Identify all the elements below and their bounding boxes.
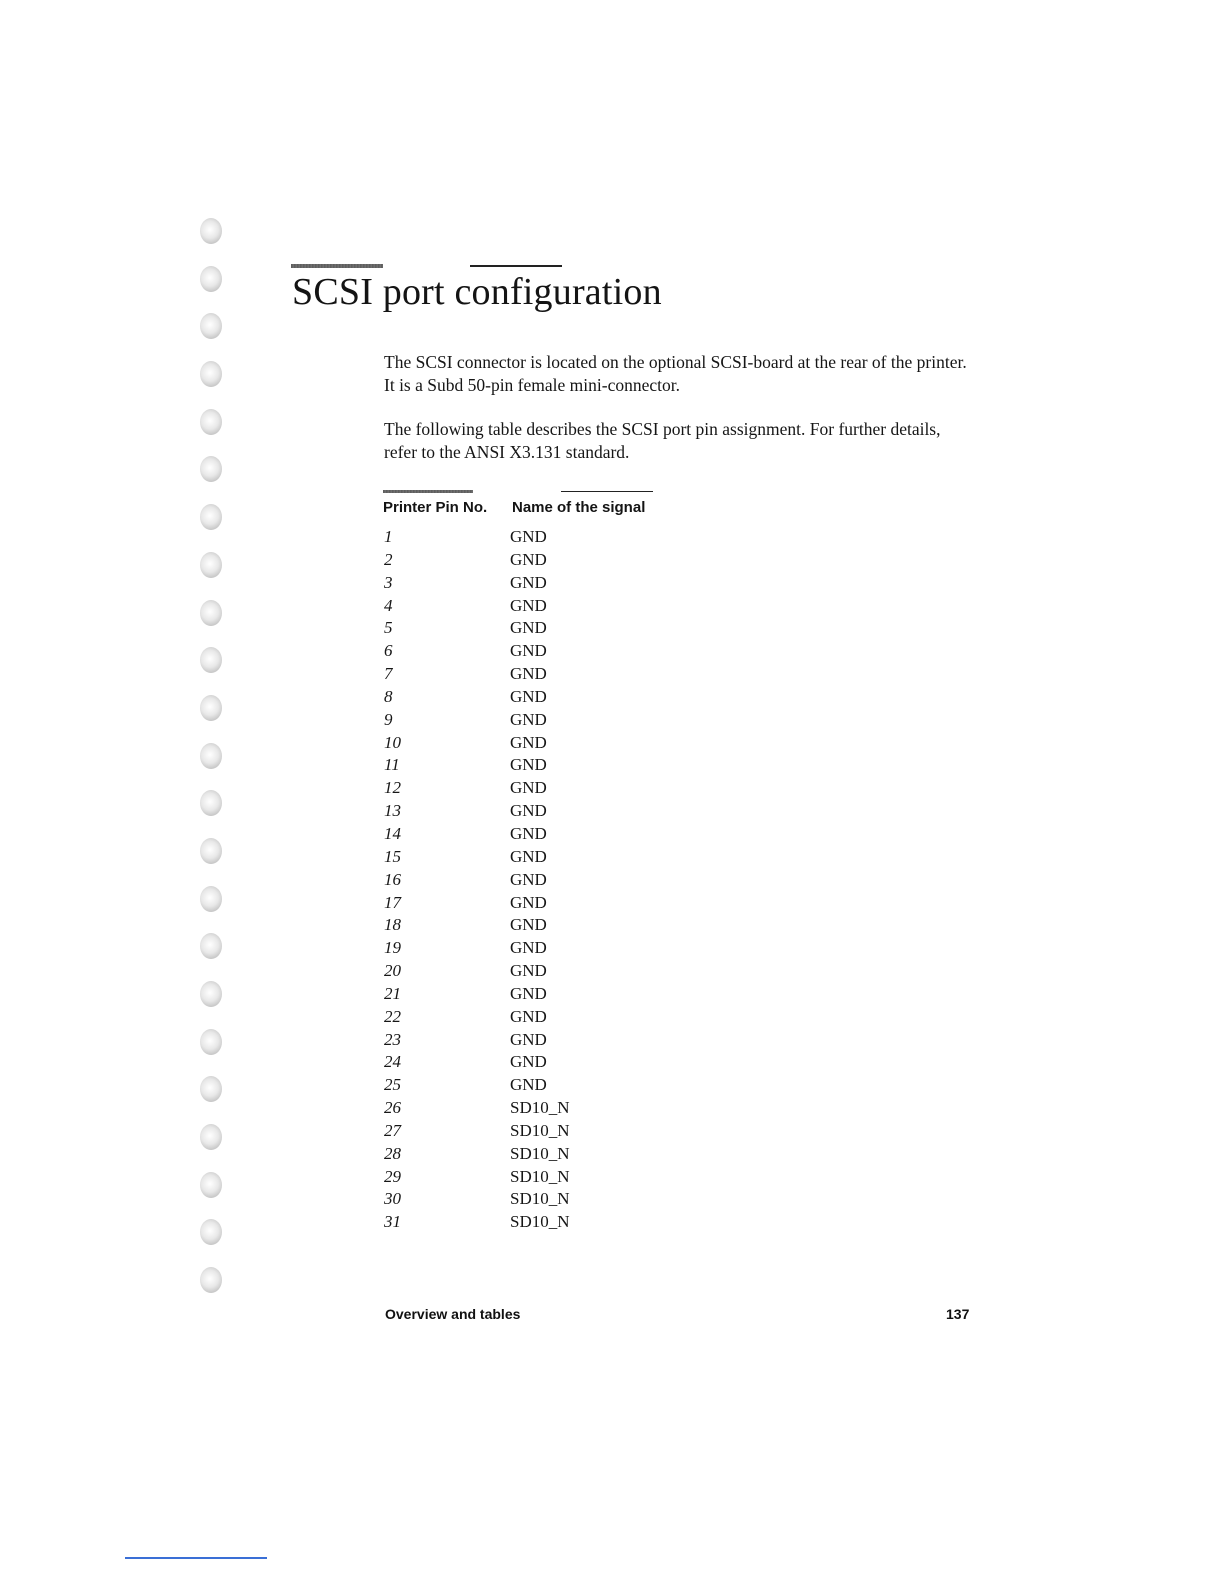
signal-name: GND [510,983,547,1003]
column-header-signal: Name of the signal [512,499,646,516]
table-row [383,1097,683,1120]
pin-number: 9 [384,709,393,729]
pin-number: 5 [384,618,393,638]
binder-hole-icon [200,552,222,578]
signal-name: GND [510,1006,547,1026]
table-row [383,732,683,755]
table-row [383,777,683,800]
page-title: SCSI port configuration [292,271,662,313]
pin-number: 17 [384,892,401,912]
pin-number: 25 [384,1075,401,1095]
table-row [383,914,683,937]
table-row [383,937,683,960]
pin-table-body [383,526,683,1234]
pin-number: 11 [384,755,400,775]
binder-holes [200,218,230,1315]
table-row [383,823,683,846]
table-row [383,892,683,915]
signal-name: GND [510,961,547,981]
binder-hole-icon [200,218,222,244]
signal-name: GND [510,732,547,752]
pin-number: 18 [384,915,401,935]
signal-name: GND [510,1052,547,1072]
signal-name: SD10_N [510,1166,570,1186]
table-row [383,1051,683,1074]
pin-number: 15 [384,846,401,866]
binder-hole-icon [200,790,222,816]
pin-number: 13 [384,801,401,821]
pin-number: 16 [384,869,401,889]
pin-number: 14 [384,823,401,843]
table-row [383,960,683,983]
pin-number: 21 [384,983,401,1003]
pin-number: 10 [384,732,401,752]
pin-number: 23 [384,1029,401,1049]
pin-number: 2 [384,549,393,569]
pin-number: 12 [384,778,401,798]
binder-hole-icon [200,409,222,435]
pin-number: 6 [384,641,393,661]
binder-hole-icon [200,313,222,339]
signal-name: GND [510,846,547,866]
signal-name: GND [510,892,547,912]
signal-name: GND [510,801,547,821]
table-row [383,686,683,709]
signal-name: GND [510,823,547,843]
table-row [383,1188,683,1211]
table-rule-left [383,490,473,493]
signal-name: GND [510,572,547,592]
signal-name: GND [510,1075,547,1095]
table-row [383,1166,683,1189]
binder-hole-icon [200,695,222,721]
binder-hole-icon [200,504,222,530]
table-row [383,709,683,732]
table-row [383,846,683,869]
pin-number: 27 [384,1120,401,1140]
binder-hole-icon [200,981,222,1007]
signal-name: GND [510,641,547,661]
table-row [383,1074,683,1097]
binder-hole-icon [200,266,222,292]
page-number: 137 [946,1306,970,1322]
signal-name: GND [510,869,547,889]
signal-name: GND [510,778,547,798]
signal-name: GND [510,1029,547,1049]
binder-hole-icon [200,743,222,769]
signal-name: GND [510,938,547,958]
pin-number: 3 [384,572,393,592]
pin-number: 28 [384,1143,401,1163]
table-rule-right [561,491,653,492]
title-rule-right [470,265,562,267]
table-row [383,526,683,549]
binder-hole-icon [200,1076,222,1102]
table-row [383,617,683,640]
footer-section-title: Overview and tables [385,1306,521,1322]
signal-name: GND [510,686,547,706]
table-row [383,549,683,572]
table-description-paragraph: The following table describes the SCSI port pin assignment. For further details, refer to the ANSI X3.131 standard. [384,419,941,462]
table-row [383,1029,683,1052]
table-row [383,595,683,618]
signal-name: GND [510,527,547,546]
binder-hole-icon [200,647,222,673]
signal-name: SD10_N [510,1212,570,1232]
signal-name: GND [510,549,547,569]
table-row [383,869,683,892]
pin-number: 19 [384,938,401,958]
signal-name: GND [510,664,547,684]
signal-name: GND [510,709,547,729]
signal-name: SD10_N [510,1189,570,1209]
signal-name: SD10_N [510,1098,570,1118]
binder-hole-icon [200,1172,222,1198]
table-row [383,1006,683,1029]
signal-name: GND [510,915,547,935]
signal-name: GND [510,595,547,615]
binder-hole-icon [200,1124,222,1150]
table-row [383,1211,683,1234]
pin-number: 30 [384,1189,401,1209]
pin-number: 24 [384,1052,401,1072]
table-row [383,1143,683,1166]
signal-name: GND [510,755,547,775]
pin-number: 7 [384,664,393,684]
pin-number: 20 [384,961,401,981]
table-row [383,800,683,823]
binder-hole-icon [200,886,222,912]
pin-number: 29 [384,1166,401,1186]
bottom-edge-line [125,1557,267,1559]
column-header-pin: Printer Pin No. [383,499,488,516]
table-row [383,572,683,595]
binder-hole-icon [200,838,222,864]
binder-hole-icon [200,1029,222,1055]
pin-number: 31 [384,1212,401,1232]
binder-hole-icon [200,1219,222,1245]
signal-name: GND [510,618,547,638]
binder-hole-icon [200,456,222,482]
intro-paragraph: The SCSI connector is located on the optional SCSI-board at the rear of the printer. It is a Subd 50-pin female mini-connector. [384,352,967,395]
table-row [383,983,683,1006]
pin-number: 1 [384,527,393,546]
pin-number: 22 [384,1006,401,1026]
signal-name: SD10_N [510,1120,570,1140]
pin-number: 4 [384,595,393,615]
binder-hole-icon [200,361,222,387]
pin-number: 8 [384,686,393,706]
table-row [383,754,683,777]
table-row [383,640,683,663]
binder-hole-icon [200,933,222,959]
table-row [383,663,683,686]
binder-hole-icon [200,1267,222,1293]
title-rule-left [291,264,383,268]
table-row [383,1120,683,1143]
binder-hole-icon [200,600,222,626]
pin-number: 26 [384,1098,401,1118]
signal-name: SD10_N [510,1143,570,1163]
